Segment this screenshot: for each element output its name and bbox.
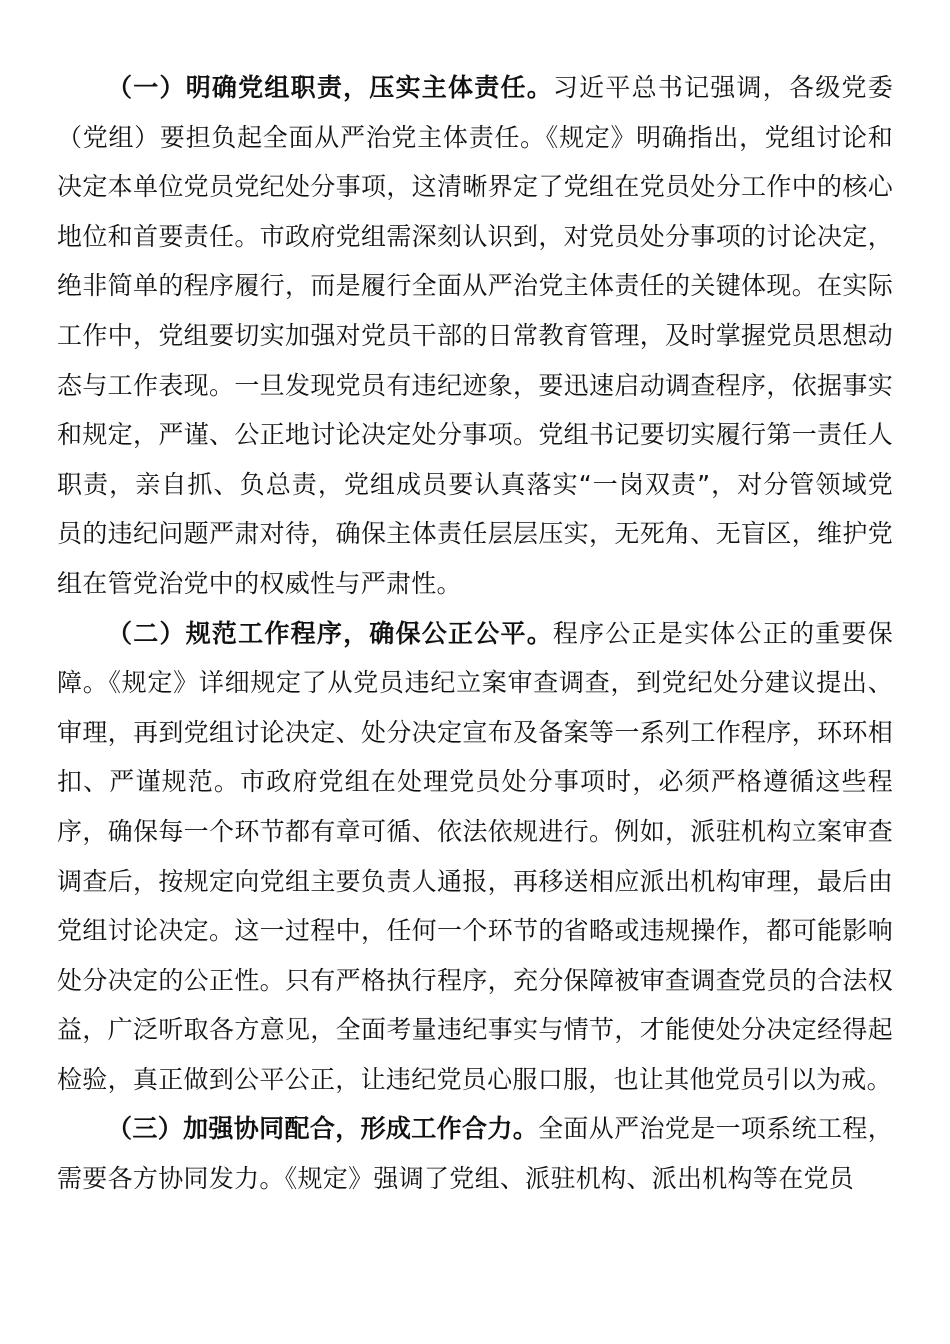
paragraph-1-body: 习近平总书记强调，各级党委（党组）要担负起全面从严治党主体责任。《规定》明确指出，党组讨论和决定本单位党员党纪处分事项，这清晰界定了党组在党员处分工作中的核心地位和首要责任。市政府党组需深刻认识到，对党员处分事项的讨论决定，绝非简单的程序履行，而是履行全面从严治党主体责任的关键体现。在实际工作中，党组要切实加强对党员干部的日常教育管理，及时掌握党员思想动态与工作表现。一旦发现党员有违纪迹象，要迅速启动调查程序，依据事实和规定，严谨、公正地讨论决定处分事项。党组书记要切实履行第一责任人职责，亲自抓、负总责，党组成员要认真落实“一岗双责”，对分管领域党员的违纪问题严肃对待，确保主体责任层层压实，无死角、无盲区，维护党组在管党治党中的权威性与严肃性。 bbox=[57, 73, 893, 598]
paragraph-1 bbox=[57, 63, 893, 609]
document-page bbox=[57, 63, 893, 1204]
paragraph-2 bbox=[57, 609, 893, 1105]
paragraph-2-heading: （二）规范工作程序，确保公正公平。 bbox=[107, 618, 553, 648]
paragraph-3-heading: （三）加强协同配合，形成工作合力。 bbox=[107, 1114, 539, 1144]
paragraph-3 bbox=[57, 1104, 893, 1203]
paragraph-2-body: 程序公正是实体公正的重要保障。《规定》详细规定了从党员违纪立案审查调查，到党纪处分建议提出、审理，再到党组讨论决定、处分决定宣布及备案等一系列工作程序，环环相扣、严谨规范。市政府党组在处理党员处分事项时，必须严格遵循这些程序，确保每一个环节都有章可循、依法依规进行。例如，派驻机构立案审查调查后，按规定向党组主要负责人通报，再移送相应派出机构审理，最后由党组讨论决定。这一过程中，任何一个环节的省略或违规操作，都可能影响处分决定的公正性。只有严格执行程序，充分保障被审查调查党员的合法权益，广泛听取各方意见，全面考量违纪事实与情节，才能使处分决定经得起检验，真正做到公平公正，让违纪党员心服口服，也让其他党员引以为戒。 bbox=[57, 618, 893, 1094]
paragraph-3-body: 全面从严治党是一项系统工程，需要各方协同发力。《规定》强调了党组、派驻机构、派出机构等在党员 bbox=[57, 1114, 893, 1194]
paragraph-1-heading: （一）明确党组职责，压实主体责任。 bbox=[107, 73, 553, 102]
